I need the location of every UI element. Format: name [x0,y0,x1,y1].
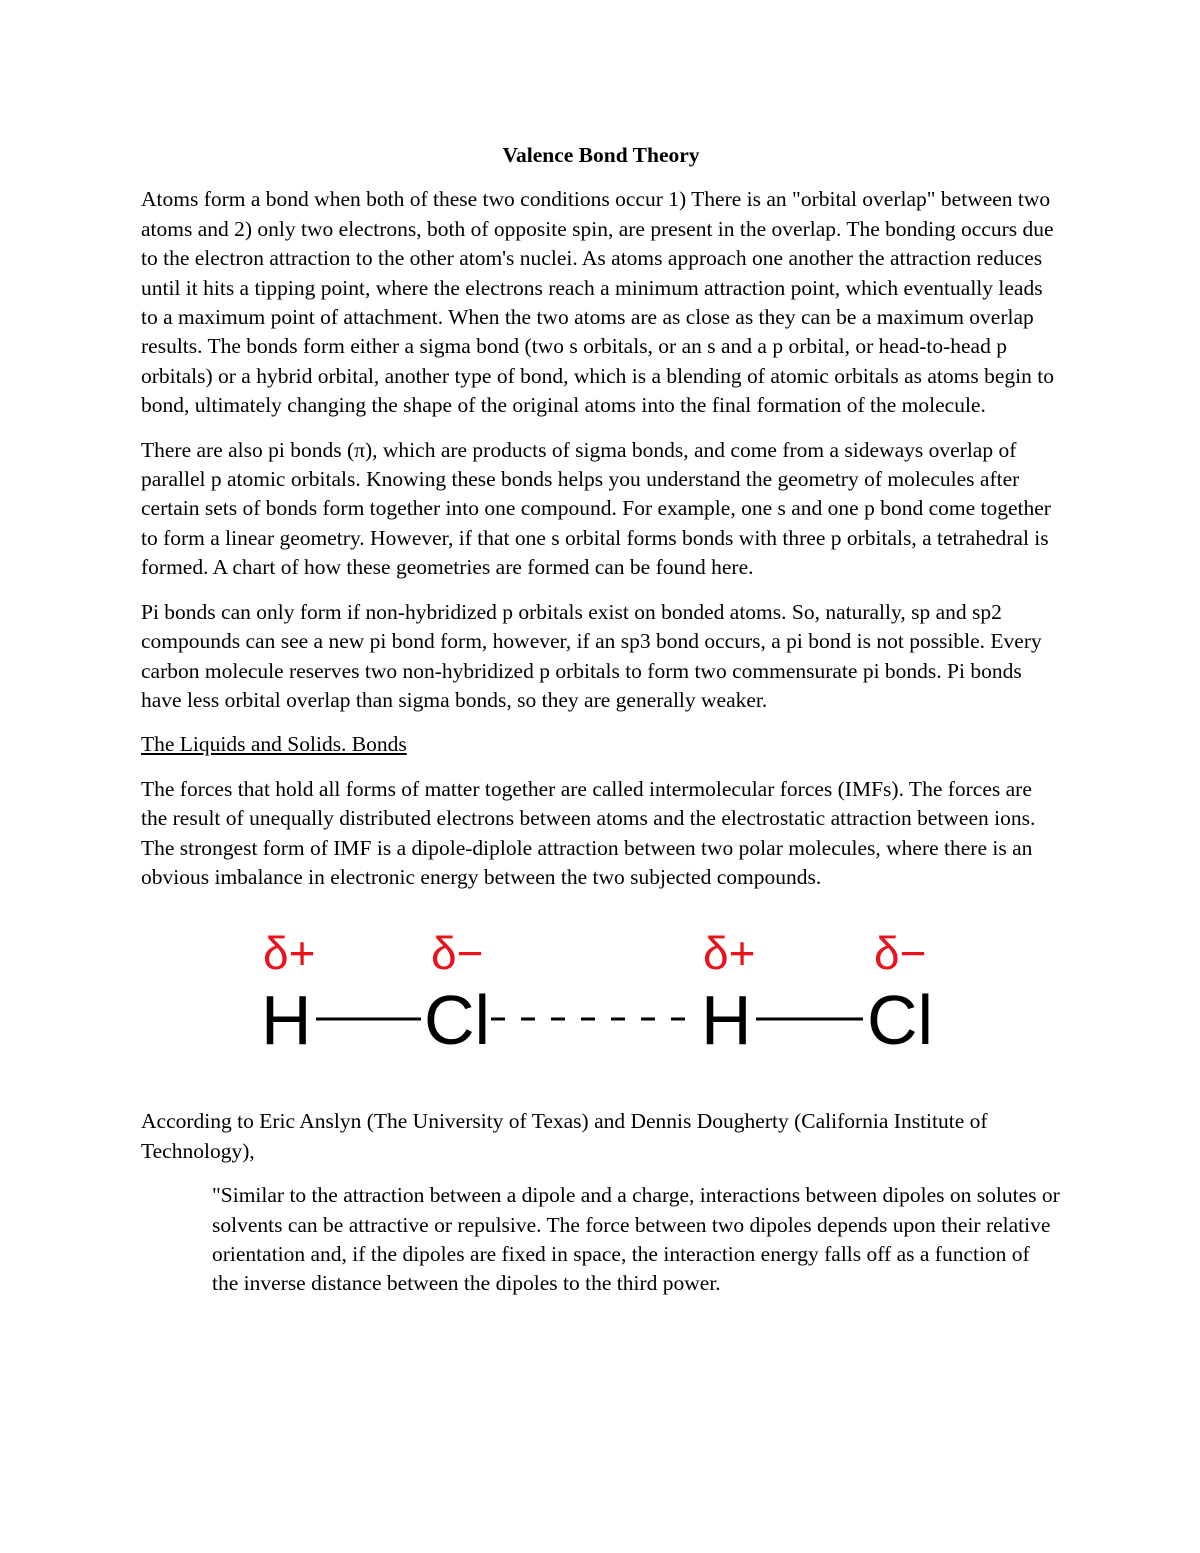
paragraph-valence-bond: Atoms form a bond when both of these two conditions occur 1) There is an "orbital overlap" between two atoms and 2) only two electrons, both of opposite spin, are present in the overlap. The bonding occurs due to the electron attraction to the other atom's nuclei. As atoms approach one another the attraction reduces until it hits a tipping point, where the electrons reach a minimum attraction point, which eventually leads to a maximum point of attachment. When the two atoms are as close as they can be a maximum overlap results. The bonds form either a sigma bond (two s orbitals, or an s and a p orbital, or head-to-head p orbitals) or a hybrid orbital, another type of bond, which is a blending of atomic orbitals as atoms begin to bond, ultimately changing the shape of the original atoms into the final formation of the molecule. [141,187,1054,418]
paragraph-pi-bonds: There are also pi bonds (π), which are products of sigma bonds, and come from a sideways overlap of parallel p atomic orbitals. Knowing these bonds helps you understand the geometry of molecules after certain sets of bonds form together into one compound. For example, one s and one p bond come together to form a linear geometry. However, if that one s orbital forms bonds with three p orbitals, a tetrahedral is formed. A chart of how these geometries are formed can be found here. [141,437,1051,580]
charge-label-cl1: δ− [431,927,484,980]
paragraph-intermolecular-forces: The forces that hold all forms of matter together are called intermolecular forces (IMFs). The forces are the result of unequally distributed electrons between atoms and the electrostatic attraction between ions. The strongest form of IMF is a dipole-diplole attraction between two polar molecules, where there is an obvious imbalance in electronic energy between the two subjected compounds. [141,776,1036,889]
section-heading: The Liquids and Solids. Bonds [141,732,407,757]
document-body [141,141,1061,1299]
charge-label-cl2: δ− [874,927,927,980]
charge-label-h1: δ+ [263,927,316,980]
page-title: Valence Bond Theory [502,143,700,167]
atom-cl2: Cl [867,981,934,1060]
paragraph-citation: According to Eric Anslyn (The University of Texas) and Dennis Dougherty (California Institute of Technology), [141,1109,988,1163]
atom-h1: H [261,981,312,1060]
block-quote: "Similar to the attraction between a dipole and a charge, interactions between dipoles on solutes or solvents can be attractive or repulsive. The force between two dipoles depends upon their relative orientation and, if the dipoles are fixed in space, the interaction energy falls off as a function of the inverse distance between the dipoles to the third power. [212,1183,1060,1296]
atom-h2: H [701,981,752,1060]
hcl-dipole-diagram [141,917,1061,1077]
atom-cl1: Cl [424,981,491,1060]
charge-label-h2: δ+ [703,927,756,980]
dipole-dipole-figure [141,917,1061,1077]
paragraph-pi-bond-formation: Pi bonds can only form if non-hybridized p orbitals exist on bonded atoms. So, naturally, sp and sp2 compounds can see a new pi bond form, however, if an sp3 bond occurs, a pi bond is not possible. Every carbon molecule reserves two non-hybridized p orbitals to form two commensurate pi bonds. Pi bonds have less orbital overlap than sigma bonds, so they are generally weaker. [141,599,1042,712]
